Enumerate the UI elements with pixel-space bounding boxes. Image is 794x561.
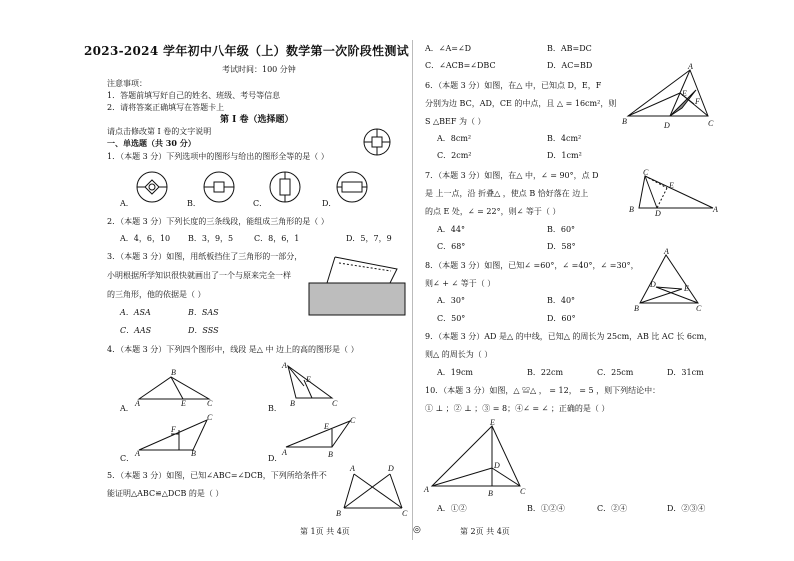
question-6-line-3: S △BEF 为（ ） [425,117,486,126]
q4-figure-d [282,415,362,463]
svg-text:C: C [207,413,213,422]
question-7-line-3: 的点 E 处，∠ = 22°，则∠ 等于（ ） [425,207,561,216]
question-6-line-1: 6．（本题 3 分）如图，在△ 中，已知点 D，E，F [425,81,602,90]
question-10-line-2: ① ⊥ ；② ⊥ ；③ = 8；④∠ = ∠ ；正确的是（ ） [425,404,610,413]
q3-figure [305,255,407,317]
q4-figure-b [282,360,342,408]
q3-option-d[interactable]: D．SSS [188,326,219,335]
q7-option-a[interactable]: A．44° [437,225,465,234]
svg-text:E: E [490,418,495,427]
q2-option-a[interactable]: A．4，6，10 [120,234,171,243]
q1-option-a[interactable]: A． [120,199,134,208]
q6-figure [622,64,722,130]
svg-text:B: B [629,205,634,214]
question-4: 4．（本题 3 分）下列四个图形中，线段 是△ 中 边上的高的图形是（ ） [107,345,359,354]
q4-option-b[interactable]: B． [268,404,282,413]
svg-text:D: D [655,209,661,218]
svg-text:A: A [282,361,287,370]
question-3-line-1: 3．（本题 3 分）如图，用纸板挡住了三角形的一部分， [107,252,303,261]
svg-text:C: C [520,487,526,496]
q5-figure [336,462,416,522]
question-7-line-2: 是 上一点，沿 折叠△ ，使点 B 恰好落在 边上 [425,189,589,198]
q2-option-c[interactable]: C．8，6，1 [254,234,300,243]
q1-option-c[interactable]: C． [253,199,268,208]
svg-text:C: C [402,509,408,518]
svg-text:A: A [713,205,718,214]
svg-text:E: E [669,181,674,190]
q1-figure-a [135,170,169,204]
center-binding-mark: ◎ [413,525,421,535]
q1-figure-b [202,170,236,204]
q6-option-b[interactable]: B．4cm² [547,134,582,143]
svg-text:B: B [634,304,639,313]
svg-text:E: E [324,422,329,431]
note-2: 2．请将答案正确填写在答题卡上 [107,103,225,112]
svg-text:C: C [350,416,356,425]
svg-text:A: A [135,449,140,458]
q8-option-b[interactable]: B．40° [547,296,576,305]
question-9-line-2: 则△ 的周长为（ ） [425,350,493,359]
q3-option-b[interactable]: B．SAS [188,308,219,317]
q9-option-b[interactable]: B．22cm [527,368,564,377]
question-5-line-1: 5．（本题 3 分）如图，已知∠ABC=∠DCB，下列所给条件不 [107,471,327,480]
svg-text:B: B [488,489,493,498]
question-9-line-1: 9．（本题 3 分）AD 是△ 的中线，已知△ 的周长为 25cm，AB 比 AC 长 6cm， [425,332,713,341]
q8-option-a[interactable]: A．30° [437,296,465,305]
q3-option-c[interactable]: C．AAS [120,326,152,335]
note-1: 1．答题前填写好自己的姓名、班级、考号等信息 [107,91,281,100]
svg-text:C: C [696,304,702,313]
svg-text:D: D [650,280,656,289]
q1-option-b[interactable]: B． [187,199,201,208]
svg-text:E: E [684,284,689,293]
q2-option-b[interactable]: B．3，9，5 [188,234,234,243]
exam-time: 考试时间：100 分钟 [222,65,296,74]
svg-text:B: B [336,509,341,518]
q9-option-a[interactable]: A．19cm [437,368,474,377]
part-desc: 请点击修改第 I 卷的文字说明 [107,127,212,136]
svg-text:E: E [306,375,311,384]
svg-text:A: A [350,464,355,473]
svg-text:A: A [282,448,287,457]
part-title: 第 I 卷（选择题） [220,115,294,125]
svg-text:E: E [682,89,687,98]
q9-option-c[interactable]: C．25cm [597,368,634,377]
q7-option-c[interactable]: C．68° [437,242,466,251]
q4-figure-a [135,365,215,407]
q7-option-d[interactable]: D．58° [547,242,576,251]
question-1: 1．（本题 3 分）下列选项中的图形与给出的图形全等的是（ ） [107,152,329,161]
svg-text:C: C [708,119,714,128]
q10-option-b[interactable]: B．①②④ [527,504,565,513]
question-7-line-1: 7．（本题 3 分）如图，在△ 中，∠ = 90°，点 D [425,171,599,180]
q6-option-a[interactable]: A．8cm² [437,134,472,143]
q10-figure [424,418,534,502]
q7-option-b[interactable]: B．60° [547,225,576,234]
q5-option-b[interactable]: B．AB=DC [547,44,592,53]
q1-figure-c [268,170,302,204]
svg-text:E: E [181,399,186,408]
svg-text:F: F [171,425,176,434]
q4-option-a[interactable]: A． [120,404,134,413]
right-footer: 第 2页 共 4页 [460,527,510,536]
question-6-line-2: 分别为边 BC，AD，CE 的中点，且 △ = 16cm²，则 [425,99,617,108]
q8-option-c[interactable]: C．50° [437,314,466,323]
svg-text:B: B [191,449,196,458]
q1-option-d[interactable]: D． [322,199,337,208]
svg-text:A: A [688,62,693,71]
question-8-line-2: 则∠ + ∠ 等于（ ） [425,279,496,288]
q10-option-a[interactable]: A．①② [437,504,467,513]
question-3-line-3: 的三角形，他的依据是（ ） [107,290,206,299]
q4-option-c[interactable]: C． [120,454,135,463]
q4-figure-c [135,412,215,456]
svg-text:C: C [643,168,649,177]
svg-text:B: B [622,117,627,126]
svg-text:B: B [328,450,333,459]
svg-text:B: B [290,399,295,408]
q5-option-c[interactable]: C．∠ACB=∠DBC [425,61,496,70]
q7-figure [627,168,722,218]
left-footer: 第 1页 共 4页 [300,527,350,536]
svg-text:D: D [388,464,394,473]
q5-option-a[interactable]: A．∠A=∠D [425,44,472,53]
q5-option-d[interactable]: D．AC=BD [547,61,593,70]
q10-option-d[interactable]: D．②③④ [667,504,706,513]
exam-title: 2023-2024 学年初中八年级（上）数学第一次阶段性测试 [84,44,409,58]
section-title: 一、单选题（共 30 分） [107,138,196,148]
question-8-line-1: 8．（本题 3 分）如图，已知∠ =60°，∠ =40°，∠ =30°， [425,261,639,270]
svg-text:D: D [664,121,670,130]
q8-figure [632,247,707,317]
q8-option-d[interactable]: D．60° [547,314,576,323]
q1-reference-figure [362,127,392,157]
svg-text:A: A [424,485,429,494]
question-5-line-2: 能证明△ABC≌△DCB 的是（ ） [107,489,224,498]
svg-text:A: A [664,247,669,256]
q10-option-c[interactable]: C．②④ [597,504,628,513]
q6-option-d[interactable]: D．1cm² [547,151,582,160]
question-3-line-2: 小明根据所学知识很快就画出了一个与原来完全一样 [107,271,291,280]
notes-title: 注意事项： [107,79,147,88]
question-2: 2．（本题 3 分）下列长度的三条线段，能组成三角形的是（ ） [107,217,329,226]
svg-text:A: A [135,399,140,408]
question-10-line-1: 10．（本题 3 分）如图，△ ≌△ ， = 12， = 5 ，则下列结论中： [425,386,661,395]
svg-text:B: B [171,368,176,377]
q2-option-d[interactable]: D．5，7，9 [346,234,392,243]
q3-option-a[interactable]: A．ASA [120,308,151,317]
svg-text:C: C [332,399,338,408]
svg-text:F: F [695,97,700,106]
q4-option-d[interactable]: D． [268,454,283,463]
q6-option-c[interactable]: C．2cm² [437,151,472,160]
q9-option-d[interactable]: D．31cm [667,368,704,377]
svg-text:D: D [494,461,500,470]
q1-figure-d [335,170,369,204]
svg-text:C: C [207,399,213,408]
